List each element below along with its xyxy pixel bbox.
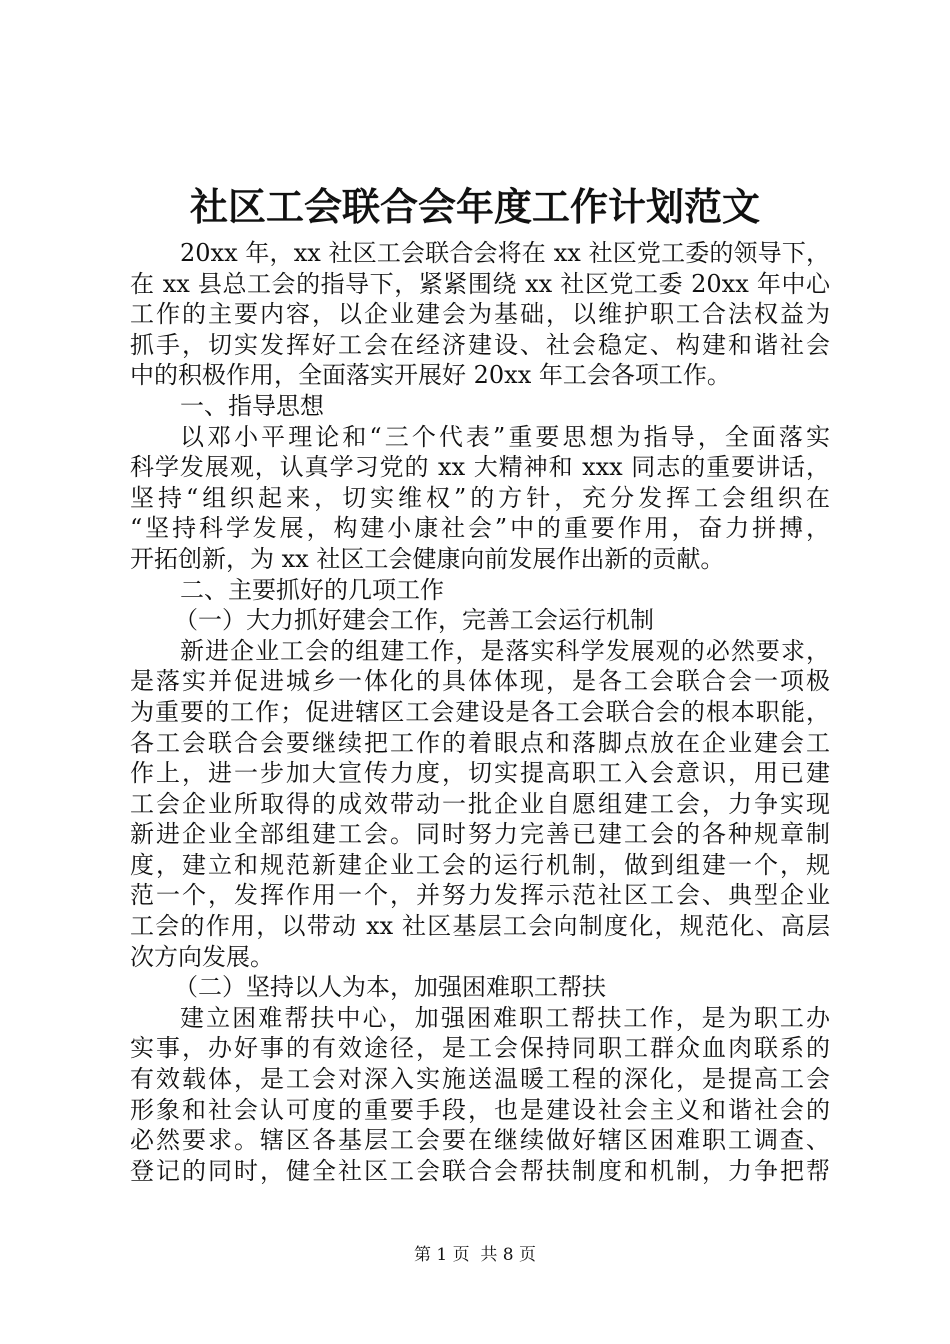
paragraph-line: 形象和社会认可度的重要手段，也是建设社会主义和谐社会的 — [130, 1095, 830, 1124]
paragraph-line: 登记的同时，健全社区工会联合会帮扶制度和机制，力争把帮 — [130, 1156, 830, 1185]
paragraph-line: 实事，办好事的有效途径，是工会保持同职工群众血肉联系的 — [130, 1034, 830, 1063]
document-title: 社区工会联合会年度工作计划范文 — [189, 184, 760, 229]
paragraph-line: 开拓创新，为 xx 社区工会健康向前发展作出新的贡献。 — [130, 544, 725, 573]
document-body — [130, 238, 830, 1186]
paragraph-line: 度，建立和规范新建企业工会的运行机制，做到组建一个，规 — [130, 850, 830, 879]
paragraph-line: 为重要的工作；促进辖区工会建设是各工会联合会的根本职能， — [130, 697, 830, 726]
paragraph-line: 新进企业工会的组建工作，是落实科学发展观的必然要求， — [180, 636, 830, 665]
paragraph-line: 必然要求。辖区各基层工会要在继续做好辖区困难职工调查、 — [130, 1126, 830, 1155]
paragraph-line: 作上，进一步加大宣传力度，切实提高职工入会意识，用已建 — [130, 759, 830, 788]
paragraph-line: 范一个，发挥作用一个，并努力发挥示范社区工会、典型企业 — [130, 881, 830, 910]
subsection-heading: （一）大力抓好建会工作，完善工会运行机制 — [174, 606, 654, 635]
paragraph-line: 有效载体，是工会对深入实施送温暖工程的深化，是提高工会 — [130, 1065, 830, 1094]
paragraph-line: 工会企业所取得的成效带动一批企业自愿组建工会，力争实现 — [130, 789, 830, 818]
paragraph-line: 以邓小平理论和“三个代表”重要思想为指导，全面落实 — [180, 422, 830, 451]
paragraph-line: 20xx 年，xx 社区工会联合会将在 xx 社区党工委的领导下， — [180, 239, 830, 267]
paragraph-line: 次方向发展。 — [130, 942, 274, 971]
paragraph-line: 中的积极作用，全面落实开展好 20xx 年工会各项工作。 — [130, 361, 731, 390]
paragraph-line: 在 xx 县总工会的指导下，紧紧围绕 xx 社区党工委 20xx 年中心 — [130, 269, 830, 298]
paragraph-line: 工作的主要内容，以企业建会为基础，以维护职工合法权益为 — [130, 300, 830, 329]
paragraph-line: 科学发展观，认真学习党的 xx 大精神和 xxx 同志的重要讲话， — [130, 453, 830, 482]
paragraph-line: “坚持科学发展，构建小康社会”中的重要作用，奋力拼搏， — [130, 514, 830, 543]
section-heading: 二、主要抓好的几项工作 — [180, 575, 444, 604]
subsection-heading: （二）坚持以人为本，加强困难职工帮扶 — [174, 973, 606, 1002]
paragraph-line: 各工会联合会要继续把工作的着眼点和落脚点放在企业建会工 — [130, 728, 830, 757]
paragraph-line: 新进企业全部组建工会。同时努力完善已建工会的各种规章制 — [130, 820, 830, 849]
section-heading: 一、指导思想 — [180, 391, 324, 420]
paragraph-line: 坚持“组织起来，切实维权”的方针，充分发挥工会组织在 — [130, 483, 830, 512]
page-number-footer: 第 1 页 共 8 页 — [413, 1245, 537, 1265]
paragraph-line: 建立困难帮扶中心，加强困难职工帮扶工作，是为职工办 — [180, 1003, 830, 1032]
paragraph-line: 抓手，切实发挥好工会在经济建设、社会稳定、构建和谐社会 — [130, 330, 830, 359]
paragraph-line: 是落实并促进城乡一体化的具体体现，是各工会联合会一项极 — [130, 667, 830, 696]
paragraph-line: 工会的作用，以带动 xx 社区基层工会向制度化，规范化、高层 — [130, 912, 830, 941]
